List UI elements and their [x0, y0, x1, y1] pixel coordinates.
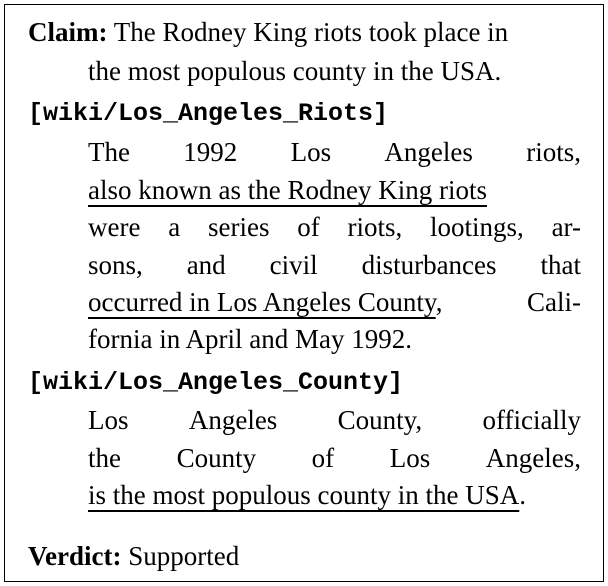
word: Cali-	[527, 287, 581, 317]
evidence-1-line-2	[88, 174, 487, 206]
word: ar-	[551, 212, 581, 242]
evidence-2-line-3	[88, 479, 526, 511]
evidence-1-highlight-2-group	[88, 286, 442, 318]
verdict-label: Verdict:	[28, 541, 122, 571]
evidence-source-2: [wiki/Los_Angeles_County]	[28, 368, 404, 397]
word: riots,	[526, 137, 581, 167]
word: that	[540, 250, 581, 280]
word: and	[186, 250, 226, 280]
evidence-1-line-6: fornia in April and May 1992.	[88, 324, 412, 354]
word: officially	[482, 405, 581, 435]
evidence-1-highlight-1: also known as the Rodney King riots	[88, 175, 487, 205]
word: sons,	[88, 250, 143, 280]
word: a	[168, 212, 181, 242]
evidence-2-line-1	[88, 404, 581, 436]
punctuation: .	[519, 480, 526, 510]
evidence-1-highlight-2: occurred in Los Angeles County	[88, 287, 436, 317]
claim-text-line-1: The Rodney King riots took place in	[113, 17, 509, 47]
word: Los	[389, 443, 431, 473]
word: Los	[88, 405, 129, 435]
claim-text-line-2: the most populous county in the USA.	[88, 56, 502, 86]
evidence-1-line-3	[88, 211, 581, 243]
word: the	[88, 443, 121, 473]
evidence-2-line-2	[88, 442, 581, 474]
punctuation: ,	[435, 287, 443, 317]
word: lootings,	[430, 212, 524, 242]
word: were	[88, 212, 141, 242]
word: of	[297, 212, 320, 242]
verdict-value: Supported	[128, 541, 240, 571]
word: Angeles	[188, 405, 278, 435]
evidence-source-1: [wiki/Los_Angeles_Riots]	[28, 99, 389, 128]
word: 1992	[183, 137, 238, 167]
word: riots,	[347, 212, 403, 242]
claim-label: Claim:	[28, 17, 108, 47]
word: Angeles	[384, 137, 473, 167]
word: Los	[290, 137, 332, 167]
word: civil	[269, 250, 318, 280]
word: Angeles,	[485, 443, 581, 473]
evidence-1-line-1	[88, 136, 581, 168]
word: County	[176, 443, 257, 473]
verdict-line	[28, 540, 239, 572]
word: of	[311, 443, 335, 473]
word: disturbances	[361, 250, 497, 280]
evidence-2-highlight-1: is the most populous county in the USA	[88, 480, 520, 510]
word: County,	[337, 405, 423, 435]
evidence-1-line-4	[88, 249, 581, 281]
word: The	[88, 137, 130, 167]
claim-line-1	[28, 16, 583, 48]
evidence-1-line-5	[88, 286, 581, 318]
word: series	[207, 212, 270, 242]
